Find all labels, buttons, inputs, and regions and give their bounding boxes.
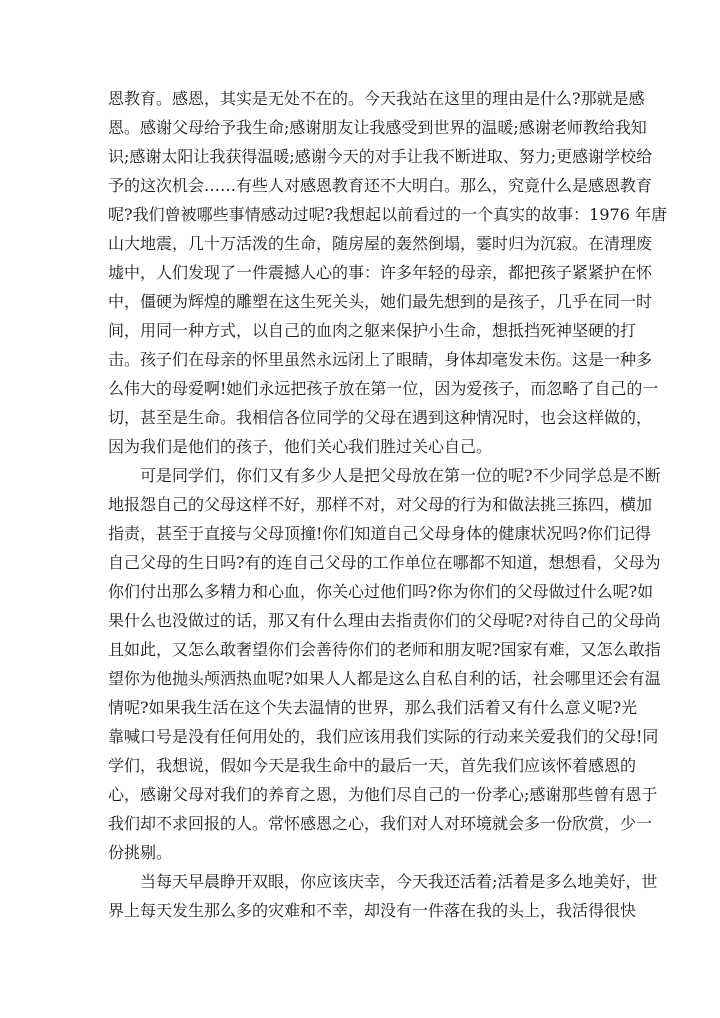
paragraph-1 (108, 84, 667, 461)
text-line: 击。孩子们在母亲的怀里虽然永远闭上了眼睛，身体却毫发未伤。这是一种多 (108, 350, 653, 369)
text-line: 予的这次机会……有些人对感恩教育还不大明白。那么，究竟什么是感恩教育 (108, 176, 653, 195)
text-line: 么伟大的母爱啊!她们永远把孩子放在第一位，因为爱孩子，而忽略了自己的一 (108, 379, 659, 398)
text-line: 自己父母的生日吗?有的连自己父母的工作单位在哪都不知道，想想看，父母为 (108, 553, 661, 572)
text-line: 恩教育。感恩，其实是无处不在的。今天我站在这里的理由是什么?那就是感 (108, 89, 645, 108)
text-line: 心，感谢父母对我们的养育之恩，为他们尽自己的一份孝心;感谢那些曾有恩于 (108, 785, 658, 804)
text-line: 山大地震，几十万活泼的生命，随房屋的轰然倒塌，霎时归为沉寂。在清理废 (108, 234, 653, 253)
text-line: 情呢?如果我生活在这个失去温情的世界，那么我们活着又有什么意义呢?光 (108, 698, 638, 717)
text-line: 墟中，人们发现了一件震撼人心的事：许多年轻的母亲，都把孩子紧紧护在怀 (108, 263, 653, 282)
text-line: 指责，甚至于直接与父母顶撞!你们知道自己父母身体的健康状况吗?你们记得 (108, 524, 652, 543)
body-text (108, 84, 667, 925)
text-line: 份挑剔。 (108, 843, 173, 862)
text-line: 当每天早晨睁开双眼，你应该庆幸，今天我还活着;活着是多么地美好，世 (140, 872, 658, 891)
text-line: 界上每天发生那么多的灾难和不幸，却没有一件落在我的头上，我活得很快 (108, 901, 637, 920)
text-line: 恩。感谢父母给予我生命;感谢朋友让我感受到世界的温暖;感谢老师教给我知 (108, 118, 647, 137)
paragraph-3 (108, 867, 658, 925)
text-line: 地报怨自己的父母这样不好，那样不对，对父母的行为和做法挑三拣四，横加 (108, 495, 653, 514)
text-line: 间，用同一种方式，以自己的血肉之躯来保护小生命，想抵挡死神坚硬的打 (108, 321, 637, 340)
text-line: 呢?我们曾被哪些事情感动过呢?我想起以前看过的一个真实的故事：1976 年唐 (108, 205, 667, 224)
text-line: 可是同学们，你们又有多少人是把父母放在第一位的呢?不少同学总是不断 (140, 466, 661, 485)
text-line: 识;感谢太阳让我获得温暖;感谢今天的对手让我不断进取、努力;更感谢学校给 (108, 147, 653, 166)
text-line: 因为我们是他们的孩子，他们关心我们胜过关心自己。 (108, 437, 493, 456)
text-line: 学们，我想说，假如今天是我生命中的最后一天，首先我们应该怀着感恩的 (108, 756, 637, 775)
paragraph-2 (108, 461, 661, 867)
text-line: 你们付出那么多精力和心血，你关心过他们吗?你为你们的父母做过什么呢?如 (108, 582, 654, 601)
text-line: 且如此，又怎么敢奢望你们会善待你们的老师和朋友呢?国家有难，又怎么敢指 (108, 640, 661, 659)
text-line: 切，甚至是生命。我相信各位同学的父母在遇到这种情况时，也会这样做的， (108, 408, 653, 427)
text-line: 我们却不求回报的人。常怀感恩之心，我们对人对环境就会多一份欣赏，少一 (108, 814, 653, 833)
text-line: 果什么也没做过的话，那又有什么理由去指责你们的父母呢?对待自己的父母尚 (108, 611, 661, 630)
text-line: 中，僵硬为辉煌的雕塑在这生死关头，她们最先想到的是孩子，几乎在同一时 (108, 292, 653, 311)
text-line: 靠喊口号是没有任何用处的，我们应该用我们实际的行动来关爱我们的父母!同 (108, 727, 659, 746)
text-line: 望你为他抛头颅洒热血呢?如果人人都是这么自私自利的话，社会哪里还会有温 (108, 669, 661, 688)
